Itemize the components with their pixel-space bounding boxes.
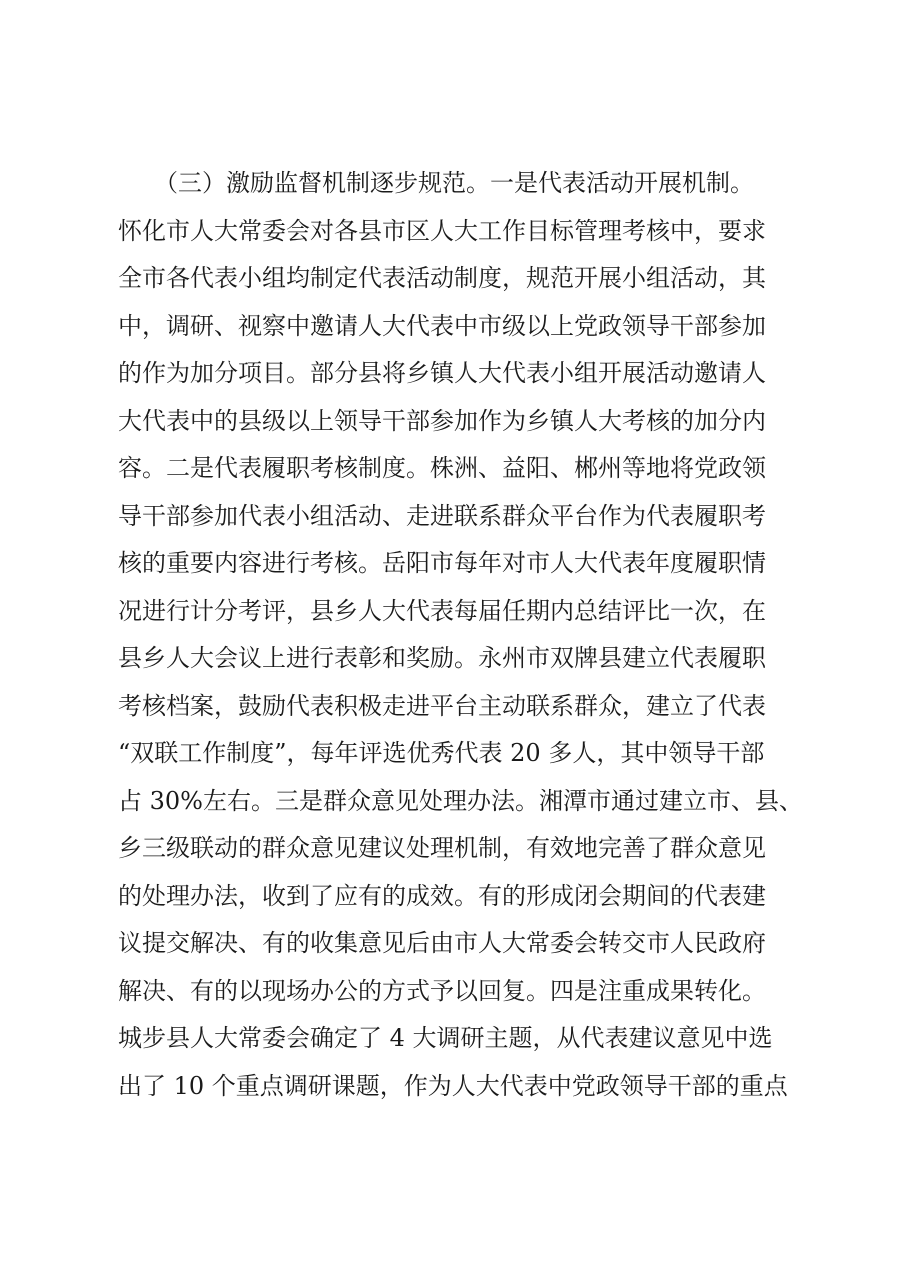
text-line: 全市各代表小组均制定代表活动制度，规范开展小组活动，其	[118, 264, 766, 292]
text-line: 大代表中的县级以上领导干部参加作为乡镇人大考核的加分内	[118, 406, 766, 435]
text-line: 的处理办法，收到了应有的成效。有的形成闭会期间的代表建	[118, 881, 766, 910]
text-line: 解决、有的以现场办公的方式予以回复。四是注重成果转化。	[118, 976, 766, 1005]
text-line: 占 30%左右。三是群众意见处理办法。湘潭市通过建立市、县、	[118, 786, 803, 815]
body-paragraph	[118, 160, 818, 1110]
text-line: （三）激励监督机制逐步规范。一是代表活动开展机制。	[118, 169, 754, 197]
text-line: “双联工作制度”，每年评选优秀代表 20 多人，其中领导干部	[118, 739, 765, 767]
text-line: 出了 10 个重点调研课题，作为人大代表中党政领导干部的重点	[118, 1071, 788, 1100]
text-line: 的作为加分项目。部分县将乡镇人大代表小组开展活动邀请人	[118, 359, 766, 387]
text-line: 中，调研、视察中邀请人大代表中市级以上党政领导干部参加	[118, 311, 766, 340]
text-line: 城步县人大常委会确定了 4 大调研主题，从代表建议意见中选	[118, 1024, 773, 1052]
text-line: 况进行计分考评，县乡人大代表每届任期内总结评比一次，在	[118, 596, 766, 625]
text-line: 乡三级联动的群众意见建议处理机制，有效地完善了群众意见	[118, 834, 766, 862]
text-line: 县乡人大会议上进行表彰和奖励。永州市双牌县建立代表履职	[118, 644, 766, 672]
text-line: 导干部参加代表小组活动、走进联系群众平台作为代表履职考	[118, 501, 766, 530]
text-line: 容。二是代表履职考核制度。株洲、益阳、郴州等地将党政领	[118, 454, 766, 482]
text-line: 议提交解决、有的收集意见后由市人大常委会转交市人民政府	[118, 929, 766, 957]
text-line: 怀化市人大常委会对各县市区人大工作目标管理考核中，要求	[118, 216, 766, 245]
text-line: 考核档案，鼓励代表积极走进平台主动联系群众，建立了代表	[118, 691, 766, 720]
text-line: 核的重要内容进行考核。岳阳市每年对市人大代表年度履职情	[118, 549, 766, 577]
